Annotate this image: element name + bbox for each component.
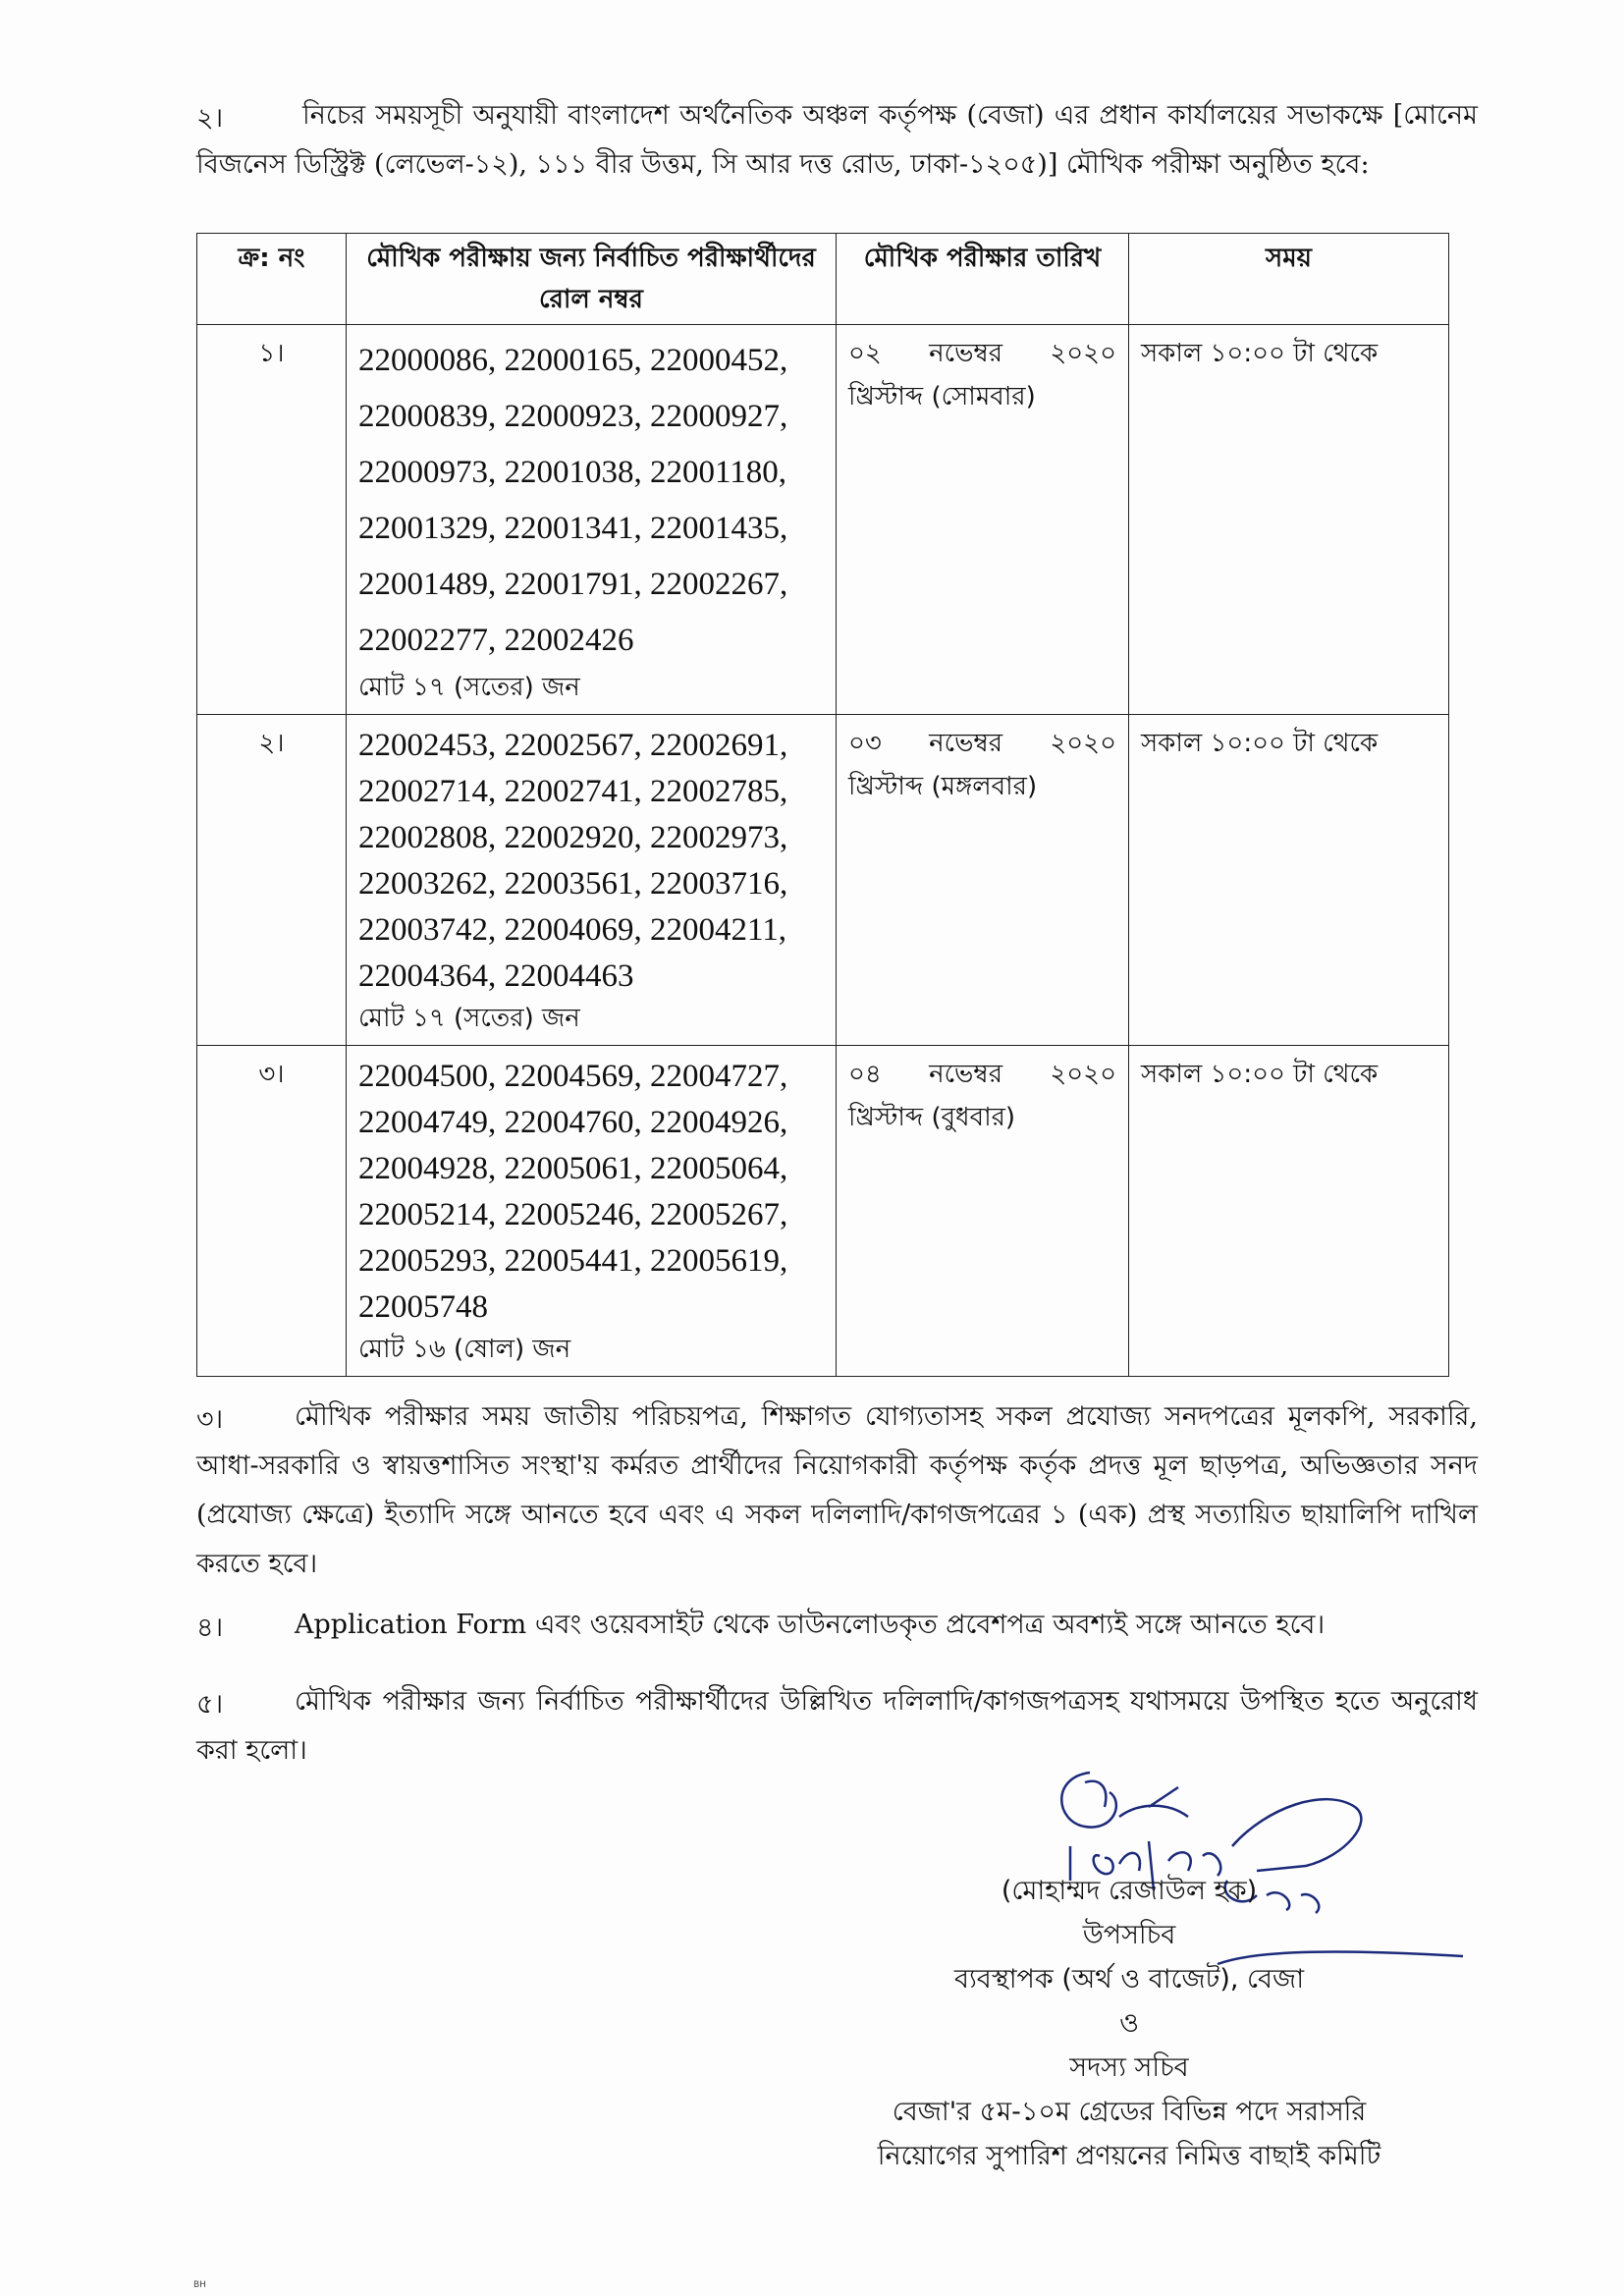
- date-weekday: খ্রিস্টাব্দ (বুধবার): [848, 1103, 1016, 1132]
- date-day: ০৪: [848, 1060, 882, 1089]
- date-weekday: খ্রিস্টাব্দ (সোমবার): [848, 382, 1036, 411]
- signatory-name: (মোহাম্মদ রেজাউল হক): [1001, 1876, 1258, 1906]
- header-time: সময়: [1129, 234, 1449, 325]
- row-rolls-cell: [347, 715, 837, 1046]
- table-row: [197, 1046, 1449, 1377]
- date-year: ২০২০: [1050, 1060, 1116, 1089]
- header-serial: ক্র: নং: [197, 234, 347, 325]
- roll-total: মোট ১৬ (ষোল) জন: [358, 1335, 571, 1364]
- row-time: সকাল ১০:০০ টা থেকে: [1129, 1046, 1449, 1377]
- row-serial: ১।: [197, 325, 347, 715]
- date-line: [848, 333, 1116, 376]
- date-weekday: খ্রিস্টাব্দ (মঙ্গলবার): [848, 772, 1038, 801]
- table-header-row: [197, 234, 1449, 325]
- para3-number: ৩।: [196, 1404, 224, 1435]
- row-time: সকাল ১০:০০ টা থেকে: [1129, 325, 1449, 715]
- date-day: ০৩: [848, 729, 882, 758]
- signatory-post: ব্যবস্থাপক (অর্থ ও বাজেট), বেজা: [953, 1964, 1305, 1995]
- roll-numbers: 22004500, 22004569, 22004727, 22004749, 22004760, 22004926, 22004928, 22005061, 22005064, 22005214, 22005246, 22005267, 22005293, 22005441, 22005619, 22005748: [358, 1059, 788, 1325]
- row-rolls-cell: [347, 325, 837, 715]
- footer-mark: BH: [193, 2280, 206, 2290]
- signatory-designation: উপসচিব: [1082, 1920, 1176, 1950]
- table-row: [197, 715, 1449, 1046]
- table-row: [197, 325, 1449, 715]
- header-rolls: মৌখিক পরীক্ষায় জন্য নির্বাচিত পরীক্ষার্থীদের রোল নম্বর: [347, 234, 837, 325]
- roll-total: মোট ১৭ (সতের) জন: [358, 673, 580, 702]
- roll-total: মোট ১৭ (সতের) জন: [358, 1004, 580, 1033]
- row-serial: ৩।: [197, 1046, 347, 1377]
- date-month: নভেম্বর: [929, 339, 1003, 368]
- signature-block: [785, 1869, 1473, 2178]
- row-serial: ২।: [197, 715, 347, 1046]
- row-time: সকাল ১০:০০ টা থেকে: [1129, 715, 1449, 1046]
- date-year: ২০২০: [1050, 339, 1116, 368]
- date-month: নভেম্বর: [929, 1060, 1003, 1089]
- para2-text: নিচের সময়সূচী অনুযায়ী বাংলাদেশ অর্থনৈতিক অঞ্চল কর্তৃপক্ষ (বেজা) এর প্রধান কার্যালয়ের সভাকক্ষে [মোনেম বিজনেস ডিস্ট্রিক্ট (লেভেল-১২), ১১১ বীর উত্তম, সি আর দত্ত রোড, ঢাকা-১২০৫)] মৌখিক পরীক্ষা অনুষ্ঠিত হবে:: [196, 100, 1478, 180]
- row-date-cell: [837, 325, 1129, 715]
- row-rolls-cell: [347, 1046, 837, 1377]
- para4-number: ৪।: [196, 1613, 224, 1643]
- signatory-role: সদস্য সচিব: [1069, 2052, 1189, 2083]
- roll-numbers: 22000086, 22000165, 22000452, 22000839, 22000923, 22000927, 22000973, 22001038, 22001180, 22001329, 22001341, 22001435, 22001489, 22001791, 22002267, 22002277, 22002426: [358, 343, 788, 658]
- roll-numbers: 22002453, 22002567, 22002691, 22002714, 22002741, 22002785, 22002808, 22002920, 22002973, 22003262, 22003561, 22003716, 22003742, 22004069, 22004211, 22004364, 22004463: [358, 728, 788, 994]
- para5-text: মৌখিক পরীক্ষার জন্য নির্বাচিত পরীক্ষার্থীদের উল্লিখিত দলিলাদি/কাগজপত্রসহ যথাসময়ে উপস্থিত হতে অনুরোধ করা হলো।: [196, 1686, 1478, 1766]
- header-date: মৌখিক পরীক্ষার তারিখ: [837, 234, 1129, 325]
- date-day: ০২: [848, 339, 882, 368]
- para4-text: Application Form এবং ওয়েবসাইট থেকে ডাউনলোডকৃত প্রবেশপত্র অবশ্যই সঙ্গে আনতে হবে।: [295, 1610, 1326, 1640]
- date-line: [848, 723, 1116, 766]
- committee-line-1: বেজা'র ৫ম-১০ম গ্রেডের বিভিন্ন পদে সরাসরি: [892, 2097, 1367, 2127]
- date-month: নভেম্বর: [929, 729, 1003, 758]
- date-year: ২০২০: [1050, 729, 1116, 758]
- signatory-conjunction: ও: [1119, 2008, 1139, 2039]
- interview-schedule-table: [196, 233, 1449, 1377]
- row-date-cell: [837, 1046, 1129, 1377]
- row-date-cell: [837, 715, 1129, 1046]
- para2-number: ২।: [196, 103, 224, 134]
- date-line: [848, 1054, 1116, 1097]
- committee-line-2: নিয়োগের সুপারিশ প্রণয়নের নিমিত্ত বাছাই কমিটি: [877, 2141, 1381, 2171]
- para5-number: ৫।: [196, 1689, 224, 1720]
- para3-text: মৌখিক পরীক্ষার সময় জাতীয় পরিচয়পত্র, শিক্ষাগত যোগ্যতাসহ সকল প্রযোজ্য সনদপত্রের মূলকপি, সরকারি, আধা-সরকারি ও স্বায়ত্তশাসিত সংস্থা'য় কর্মরত প্রার্থীদের নিয়োগকারী কর্তৃপক্ষ কর্তৃক প্রদত্ত মূল ছাড়পত্র, অভিজ্ঞতার সনদ (প্রযোজ্য ক্ষেত্রে) ইত্যাদি সঙ্গে আনতে হবে এবং এ সকল দলিলাদি/কাগজপত্রের ১ (এক) প্রস্থ সত্যায়িত ছায়ালিপি দাখিল করতে হবে।: [196, 1401, 1478, 1579]
